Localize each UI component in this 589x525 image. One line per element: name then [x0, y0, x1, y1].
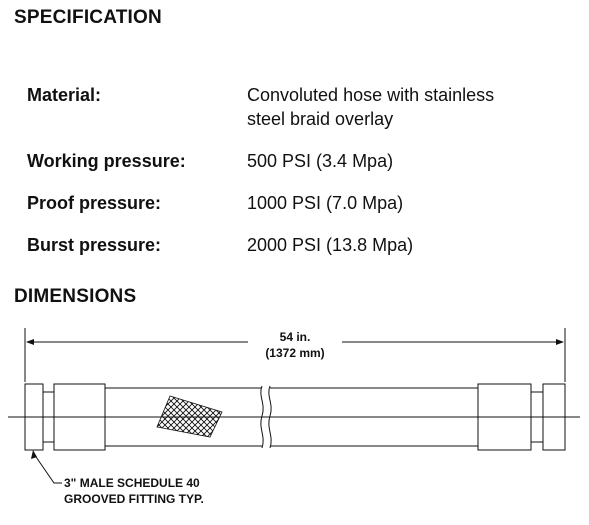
length-metric-label: (1372 mm) [265, 346, 325, 360]
spec-value-line: 1000 PSI (7.0 Mpa) [247, 193, 404, 213]
spec-label: Working pressure: [27, 151, 186, 171]
leader-line [34, 454, 62, 483]
spec-value-line: 2000 PSI (13.8 Mpa) [247, 235, 414, 255]
spec-value-line: Convoluted hose with stainless [247, 85, 495, 105]
spec-value-line: 500 PSI (3.4 Mpa) [247, 151, 394, 171]
spec-label: Material: [27, 85, 102, 105]
spec-value [247, 83, 567, 131]
callout-line-2: GROOVED FITTING TYP. [64, 492, 204, 506]
length-label: 54 in. [279, 330, 311, 344]
dimensions-heading: DIMENSIONS [14, 286, 137, 307]
spec-value [247, 149, 567, 173]
hose-dimension-drawing [0, 320, 589, 525]
arrowhead-left [26, 339, 34, 345]
specification-heading: SPECIFICATION [14, 7, 162, 28]
spec-value [247, 233, 567, 257]
spec-label: Burst pressure: [27, 235, 162, 255]
spec-value-line: steel braid overlay [247, 109, 394, 129]
spec-value [247, 191, 567, 215]
arrowhead-right [556, 339, 564, 345]
callout-line-1: 3" MALE SCHEDULE 40 [64, 476, 200, 490]
spec-label: Proof pressure: [27, 193, 162, 213]
